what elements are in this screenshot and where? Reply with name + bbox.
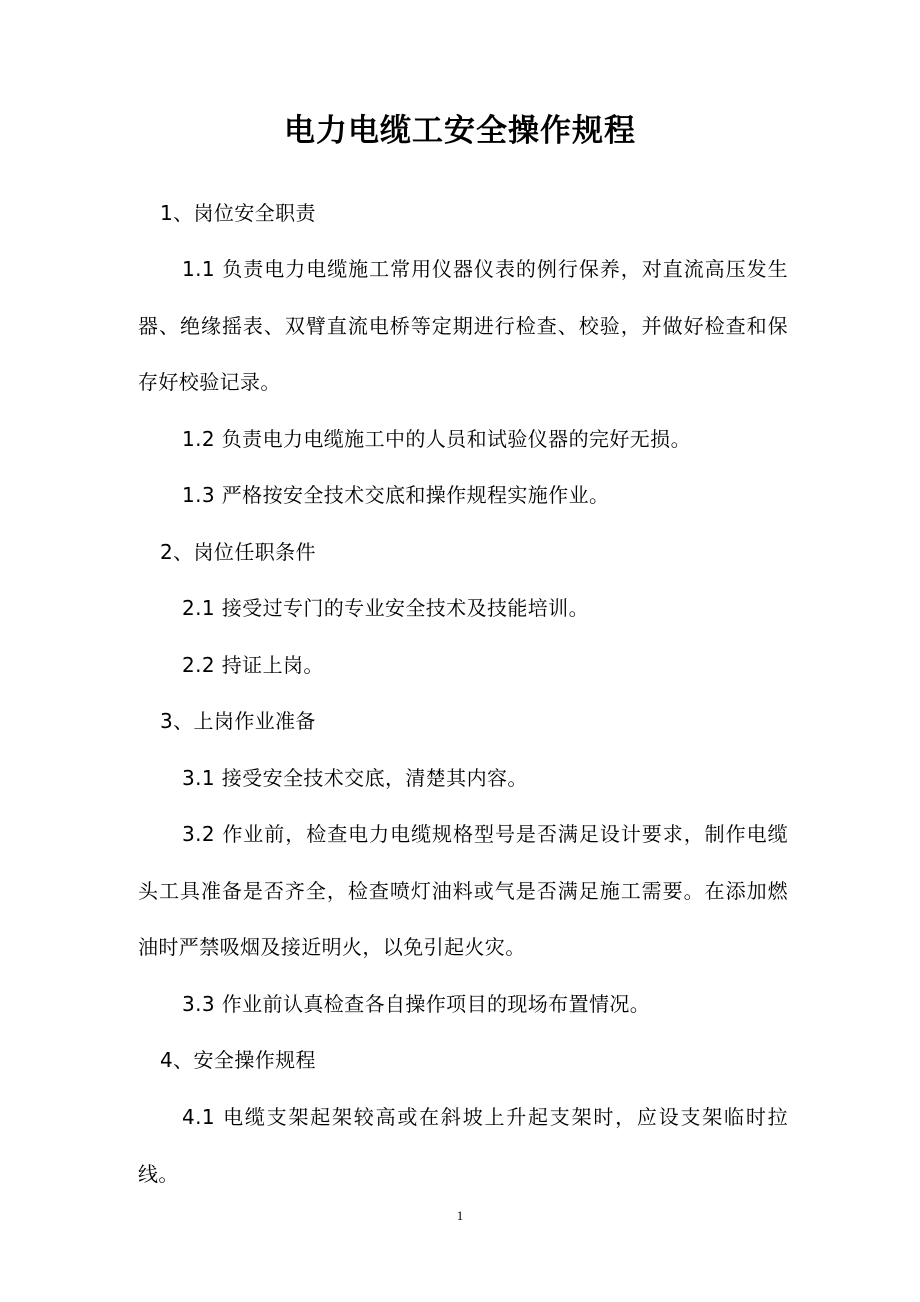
paragraph-3-1: 3.1 接受安全技术交底，清楚其内容。	[182, 766, 528, 790]
paragraph-4-1: 4.1 电缆支架起架较高或在斜坡上升起支架时，应设支架临时拉线。	[138, 1105, 788, 1186]
paragraph-1-2: 1.2 负责电力电缆施工中的人员和试验仪器的完好无损。	[182, 427, 691, 451]
paragraph-1-3: 1.3 严格按安全技术交底和操作规程实施作业。	[182, 483, 610, 507]
section-heading-3: 3、上岗作业准备	[160, 709, 316, 733]
section-heading-4: 4、安全操作规程	[160, 1048, 316, 1072]
section-heading-1: 1、岗位安全职责	[160, 201, 316, 225]
section-heading-2: 2、岗位任职条件	[160, 540, 316, 564]
paragraph-3-3: 3.3 作业前认真检查各自操作项目的现场布置情况。	[182, 992, 651, 1016]
paragraph-1-1: 1.1 负责电力电缆施工常用仪器仪表的例行保养，对直流高压发生器、绝缘摇表、双臂直流电桥等定期进行检查、校验，并做好检查和保存好校验记录。	[138, 257, 788, 394]
paragraph-2-2: 2.2 持证上岗。	[182, 653, 324, 677]
paragraph-3-2: 3.2 作业前，检查电力电缆规格型号是否满足设计要求，制作电缆头工具准备是否齐全，检查喷灯油料或气是否满足施工需要。在添加燃油时严禁吸烟及接近明火，以免引起火灾。	[138, 822, 788, 959]
page-number: 1	[456, 1208, 464, 1223]
document-title: 电力电缆工安全操作规程	[284, 113, 636, 149]
paragraph-2-1: 2.1 接受过专门的专业安全技术及技能培训。	[182, 596, 589, 620]
